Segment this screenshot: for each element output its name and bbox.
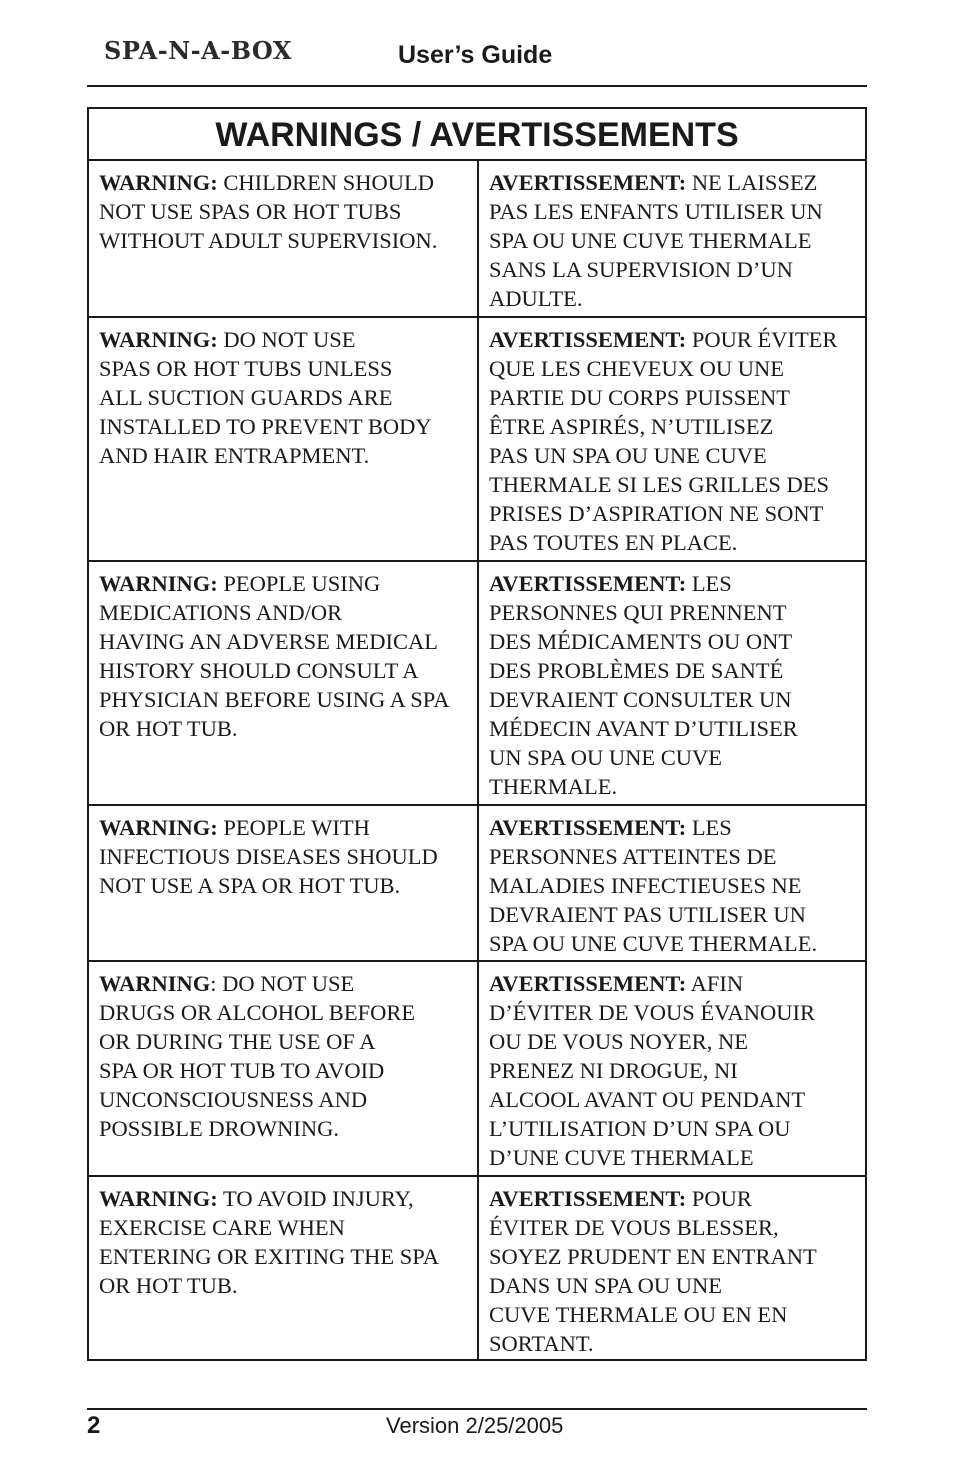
warning-row (89, 161, 865, 318)
warning-french-cell (479, 562, 865, 804)
avertissement-text: LES PERSONNES QUI PRENNENT DES MÉDICAMENTS OU ONT DES PROBLÈMES DE SANTÉ DEVRAIENT CONSULTER UN MÉDECIN AVANT D’UTILISER UN SPA OU UNE CUVE THERMALE. (489, 571, 798, 799)
avertissement-label: AVERTISSEMENT: (489, 170, 687, 195)
warning-french-cell (479, 962, 865, 1175)
brand-logo: SPA-N-A-BOX (104, 36, 293, 65)
warning-english-cell (89, 562, 479, 804)
warning-text: DO NOT USE SPAS OR HOT TUBS UNLESS ALL SUCTION GUARDS ARE INSTALLED TO PREVENT BODY AND HAIR ENTRAPMENT. (99, 327, 432, 468)
page-number: 2 (87, 1412, 101, 1439)
header-divider (87, 85, 867, 87)
warning-label: WARNING: (99, 327, 218, 352)
warning-english-cell (89, 161, 479, 316)
page-header-title: User’s Guide (398, 41, 553, 69)
warning-row (89, 562, 865, 806)
warning-label: WARNING (99, 971, 211, 996)
warning-row (89, 318, 865, 562)
warning-english-cell (89, 1177, 479, 1359)
footer-divider (87, 1408, 867, 1410)
warning-label: WARNING: (99, 571, 218, 596)
warning-text: PEOPLE WITH INFECTIOUS DISEASES SHOULD NOT USE A SPA OR HOT TUB. (99, 815, 438, 898)
warning-english-cell (89, 806, 479, 960)
avertissement-text: AFIN D’ÉVITER DE VOUS ÉVANOUIR OU DE VOUS NOYER, NE PRENEZ NI DROGUE, NI ALCOOL AVANT OU PENDANT L’UTILISATION D’UN SPA OU D’UNE CUVE THERMALE (489, 971, 816, 1170)
table-heading: WARNINGS / AVERTISSEMENTS (89, 109, 865, 161)
warning-french-cell (479, 806, 865, 960)
warning-row (89, 806, 865, 962)
version-label: Version 2/25/2005 (386, 1413, 564, 1438)
avertissement-text: NE LAISSEZ PAS LES ENFANTS UTILISER UN SPA OU UNE CUVE THERMALE SANS LA SUPERVISION D’UN ADULTE. (489, 170, 823, 311)
warning-french-cell (479, 318, 865, 560)
warnings-table (87, 107, 867, 1361)
warning-text: TO AVOID INJURY, EXERCISE CARE WHEN ENTERING OR EXITING THE SPA OR HOT TUB. (99, 1186, 439, 1298)
avertissement-label: AVERTISSEMENT: (489, 571, 687, 596)
avertissement-label: AVERTISSEMENT: (489, 971, 687, 996)
avertissement-text: LES PERSONNES ATTEINTES DE MALADIES INFECTIEUSES NE DEVRAIENT PAS UTILISER UN SPA OU UNE CUVE THERMALE. (489, 815, 818, 956)
avertissement-label: AVERTISSEMENT: (489, 815, 687, 840)
warning-english-cell (89, 962, 479, 1175)
warning-label: WARNING: (99, 815, 218, 840)
warning-text: CHILDREN SHOULD NOT USE SPAS OR HOT TUBS WITHOUT ADULT SUPERVISION. (99, 170, 438, 253)
warning-row (89, 1177, 865, 1359)
avertissement-label: AVERTISSEMENT: (489, 327, 687, 352)
avertissement-text: POUR ÉVITER DE VOUS BLESSER, SOYEZ PRUDENT EN ENTRANT DANS UN SPA OU UNE CUVE THERMALE OU EN EN SORTANT. (489, 1186, 817, 1356)
warning-row (89, 962, 865, 1177)
warning-english-cell (89, 318, 479, 560)
avertissement-text: POUR ÉVITER QUE LES CHEVEUX OU UNE PARTIE DU CORPS PUISSENT ÊTRE ASPIRÉS, N’UTILISEZ PAS UN SPA OU UNE CUVE THERMALE SI LES GRILLES DES PRISES D’ASPIRATION NE SONT PAS TOUTES EN PLACE. (489, 327, 838, 555)
warning-french-cell (479, 1177, 865, 1359)
warning-label: WARNING: (99, 170, 218, 195)
avertissement-label: AVERTISSEMENT: (489, 1186, 687, 1211)
warning-french-cell (479, 161, 865, 316)
warning-text: : DO NOT USE DRUGS OR ALCOHOL BEFORE OR DURING THE USE OF A SPA OR HOT TUB TO AVOID UNCONSCIOUSNESS AND POSSIBLE DROWNING. (99, 971, 416, 1141)
warning-text: PEOPLE USING MEDICATIONS AND/OR HAVING AN ADVERSE MEDICAL HISTORY SHOULD CONSULT A PHYSICIAN BEFORE USING A SPA OR HOT TUB. (99, 571, 450, 741)
warning-label: WARNING: (99, 1186, 218, 1211)
